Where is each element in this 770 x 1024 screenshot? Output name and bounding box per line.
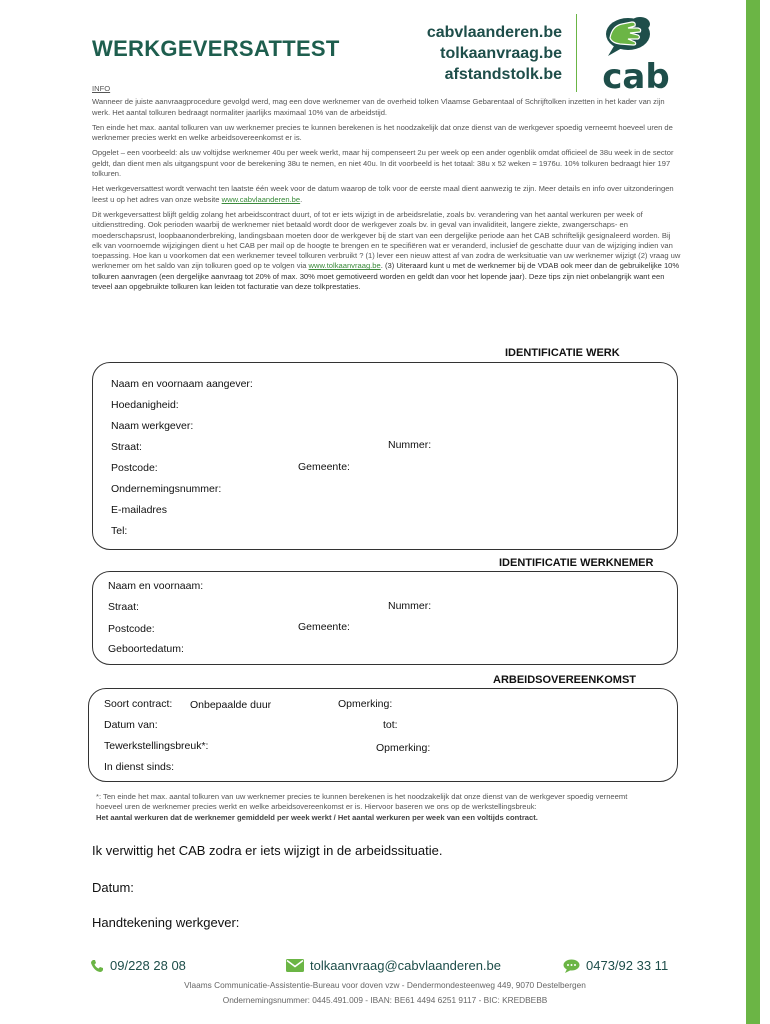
mail-icon bbox=[286, 959, 304, 972]
info-heading: INFO bbox=[92, 84, 111, 93]
footnote-formula: Het aantal werkuren dat de werknemer gemiddeld per week werkt / Het aantal werkuren per week van een voltijds contract. bbox=[96, 812, 538, 822]
tewerkstellingsbreuk-label[interactable]: Tewerkstellingsbreuk*: bbox=[104, 740, 209, 752]
email-label[interactable]: E-mailadres bbox=[111, 504, 168, 516]
phone-icon bbox=[90, 959, 104, 973]
werknemer-postcode-label[interactable]: Postcode: bbox=[108, 623, 155, 635]
werk-box bbox=[92, 362, 678, 550]
cabvlaanderen-link[interactable]: www.cabvlaanderen.be bbox=[221, 194, 301, 204]
site-link-tolkaanvraag[interactable]: tolkaanvraag.be bbox=[440, 45, 562, 62]
datum-van-label[interactable]: Datum van: bbox=[104, 719, 158, 731]
werk-nummer-label[interactable]: Nummer: bbox=[388, 439, 432, 451]
info-text: Dit werkgeversattest blijft geldig zolang het arbeidscontract duurt, of tot er iets wijzigt in de arbeidsrelatie, zoals bv. verandering van het aantal werkuren per week of uitdiensttreding. Ook perioden waarbij de werknemer niet betaald wordt door de werkgever zoals bv. in geval van invaliditeit, langere ziekte, zwangerschaps- en moederschapsrust, loopbaanonderbreking, landingsbaan moeten door de werkgever bij de start van een dergelijke periode aan het CAB schriftelijk gesignaleerd worden. Bij elk van voornoemde wijzigingen dient u het CAB per mail op de hoogte te brengen en te specifiëren wat er veranderd, inclusief de geschatte duur van de wijziging indien van toepassing. Hoe kan u voorkomen dat een werknemer teveel tolkuren verbruikt ? (1) lever een nieuw attest af van zodra de werksituatie van uw werknemer wijzigt (2) vraag uw werknemer om het saldo van zijn tolkuren goed op te volgen via bbox=[92, 209, 681, 271]
legal-registration: Ondernemingsnummer: 0445.491.009 - IBAN: BE61 4494 6251 9117 - BIC: KREDBEBB bbox=[222, 995, 548, 1005]
soort-contract-label[interactable]: Soort contract: bbox=[104, 698, 173, 710]
info-paragraph bbox=[92, 184, 682, 205]
site-link-afstandstolk[interactable]: afstandstolk.be bbox=[444, 66, 562, 83]
info-paragraph: Opgelet – een voorbeeld: als uw voltijdse werknemer 40u per week werkt, maar hij compenseert 2u per week op een ander ogenblik omdat officieel de 38u week in de sector geldt, dan dient men als uitgangspunt voor de berekening 38u te nemen, en niet 40u. In dit voorbeeld is het totaal: 38u x 52 weken = 1976u. 10% tolkuren bedraagt hier 197 tolkuren. bbox=[92, 148, 674, 179]
contact-sms[interactable] bbox=[563, 958, 668, 973]
info-paragraph: Ten einde het max. aantal tolkuren van uw werknemer precies te kunnen berekenen is het noodzakelijk dat onze dienst van de werkgever spoedig verneemt hoeveel uren de werknemer precies werkt en welke arbeidsovereenkomst er is. bbox=[92, 122, 673, 143]
naam-werkgever-label[interactable]: Naam werkgever: bbox=[111, 420, 194, 432]
opmerking-label-2[interactable]: Opmerking: bbox=[376, 742, 431, 754]
speech-bubble-hand-icon bbox=[592, 12, 680, 94]
contact-email[interactable] bbox=[286, 958, 501, 973]
info-block bbox=[92, 84, 682, 297]
info-text: . (3) Uiteraard kunt u met de werknemer bij de VDAB ook meer dan de gebruikelijke 10% tolkuren aanvragen (een dergelijke aanvraag tot 20% of max. 30% moet gemotiveerd worden en geldt dan voor het lopende jaar). Deze tips zijn niet onbelangrijk want een teveel aan opgebruikte tolkuren kan leiden tot facturatie van deze tolkprestaties. bbox=[92, 261, 680, 292]
tolkaanvraag-link[interactable]: www.tolkaanvraag.be bbox=[308, 261, 381, 271]
site-links bbox=[400, 22, 562, 85]
handtekening-label[interactable]: Handtekening werkgever: bbox=[92, 915, 240, 930]
opmerking-label-1[interactable]: Opmerking: bbox=[338, 698, 393, 710]
email-address[interactable]: tolkaanvraag@cabvlaanderen.be bbox=[310, 958, 501, 973]
info-text: . bbox=[300, 194, 303, 204]
in-dienst-label[interactable]: In dienst sinds: bbox=[104, 761, 175, 773]
hoedanigheid-label[interactable]: Hoedanigheid: bbox=[111, 399, 179, 411]
naam-aangever-label[interactable]: Naam en voornaam aangever: bbox=[111, 378, 253, 390]
logo-divider bbox=[576, 14, 577, 92]
werknemer-nummer-label[interactable]: Nummer: bbox=[388, 600, 432, 612]
section-title-werknemer: IDENTIFICATIE WERKNEMER bbox=[499, 557, 654, 569]
contact-phone[interactable] bbox=[90, 958, 186, 973]
phone-number[interactable]: 09/228 28 08 bbox=[110, 958, 186, 973]
legal-address: Vlaams Communicatie-Assistentie-Bureau voor doven vzw - Dendermondesteenweg 449, 9070 Destelbergen bbox=[184, 980, 586, 990]
werk-gemeente-label[interactable]: Gemeente: bbox=[298, 461, 350, 473]
info-text: Het werkgeversattest wordt verwacht ten laatste één week voor de datum waarop de tolk voor de eerste maal dient aanwezig te zijn. Meer details en info over uitzonderingen leest u op het adres van onze website bbox=[92, 184, 674, 204]
section-title-arbeid: ARBEIDSOVEREENKOMST bbox=[493, 674, 637, 686]
notice-text: Ik verwittig het CAB zodra er iets wijzigt in de arbeidssituatie. bbox=[92, 843, 443, 858]
soort-contract-value[interactable]: Onbepaalde duur bbox=[190, 699, 272, 711]
werk-postcode-label[interactable]: Postcode: bbox=[111, 462, 158, 474]
werknemer-gemeente-label[interactable]: Gemeente: bbox=[298, 621, 350, 633]
svg-text:cab: cab bbox=[602, 57, 670, 94]
info-paragraph bbox=[92, 210, 682, 292]
werk-straat-label[interactable]: Straat: bbox=[111, 441, 142, 453]
cab-logo bbox=[592, 12, 680, 94]
info-paragraph: Wanneer de juiste aanvraagprocedure gevolgd werd, mag een dove werknemer van de overheid tolken Vlaamse Gebarentaal of Schrijftolken inzetten in het kader van zijn werk. Het aantal tolkuren bedraagt normaliter jaarlijks maximaal 10% van de arbeidstijd. bbox=[92, 97, 665, 117]
green-side-bar bbox=[746, 0, 760, 1024]
footnote bbox=[96, 792, 656, 823]
tot-label[interactable]: tot: bbox=[383, 719, 398, 731]
sms-number[interactable]: 0473/92 33 11 bbox=[586, 958, 669, 973]
tel-label[interactable]: Tel: bbox=[111, 525, 128, 537]
datum-label[interactable]: Datum: bbox=[92, 880, 134, 895]
section-title-werk: IDENTIFICATIE WERK bbox=[505, 347, 620, 359]
geboortedatum-label[interactable]: Geboortedatum: bbox=[108, 643, 184, 655]
footnote-text: *: Ten einde het max. aantal tolkuren van uw werknemer precies te kunnen berekenen is het noodzakelijk dat onze dienst van de werkgever spoedig verneemt hoeveel uren de werknemer precies werkt en welke arbeidsovereenkomst er is. Hiervoor baseren we ons op de werkstellingsbreuk: bbox=[96, 792, 628, 812]
site-link-cabvlaanderen[interactable]: cabvlaanderen.be bbox=[426, 24, 562, 41]
werknemer-naam-label[interactable]: Naam en voornaam: bbox=[108, 580, 204, 592]
page-title: WERKGEVERSATTEST bbox=[92, 36, 340, 61]
ondernemingsnummer-label[interactable]: Ondernemingsnummer: bbox=[111, 483, 222, 495]
werknemer-straat-label[interactable]: Straat: bbox=[108, 601, 139, 613]
chat-bubble-icon bbox=[563, 959, 580, 973]
